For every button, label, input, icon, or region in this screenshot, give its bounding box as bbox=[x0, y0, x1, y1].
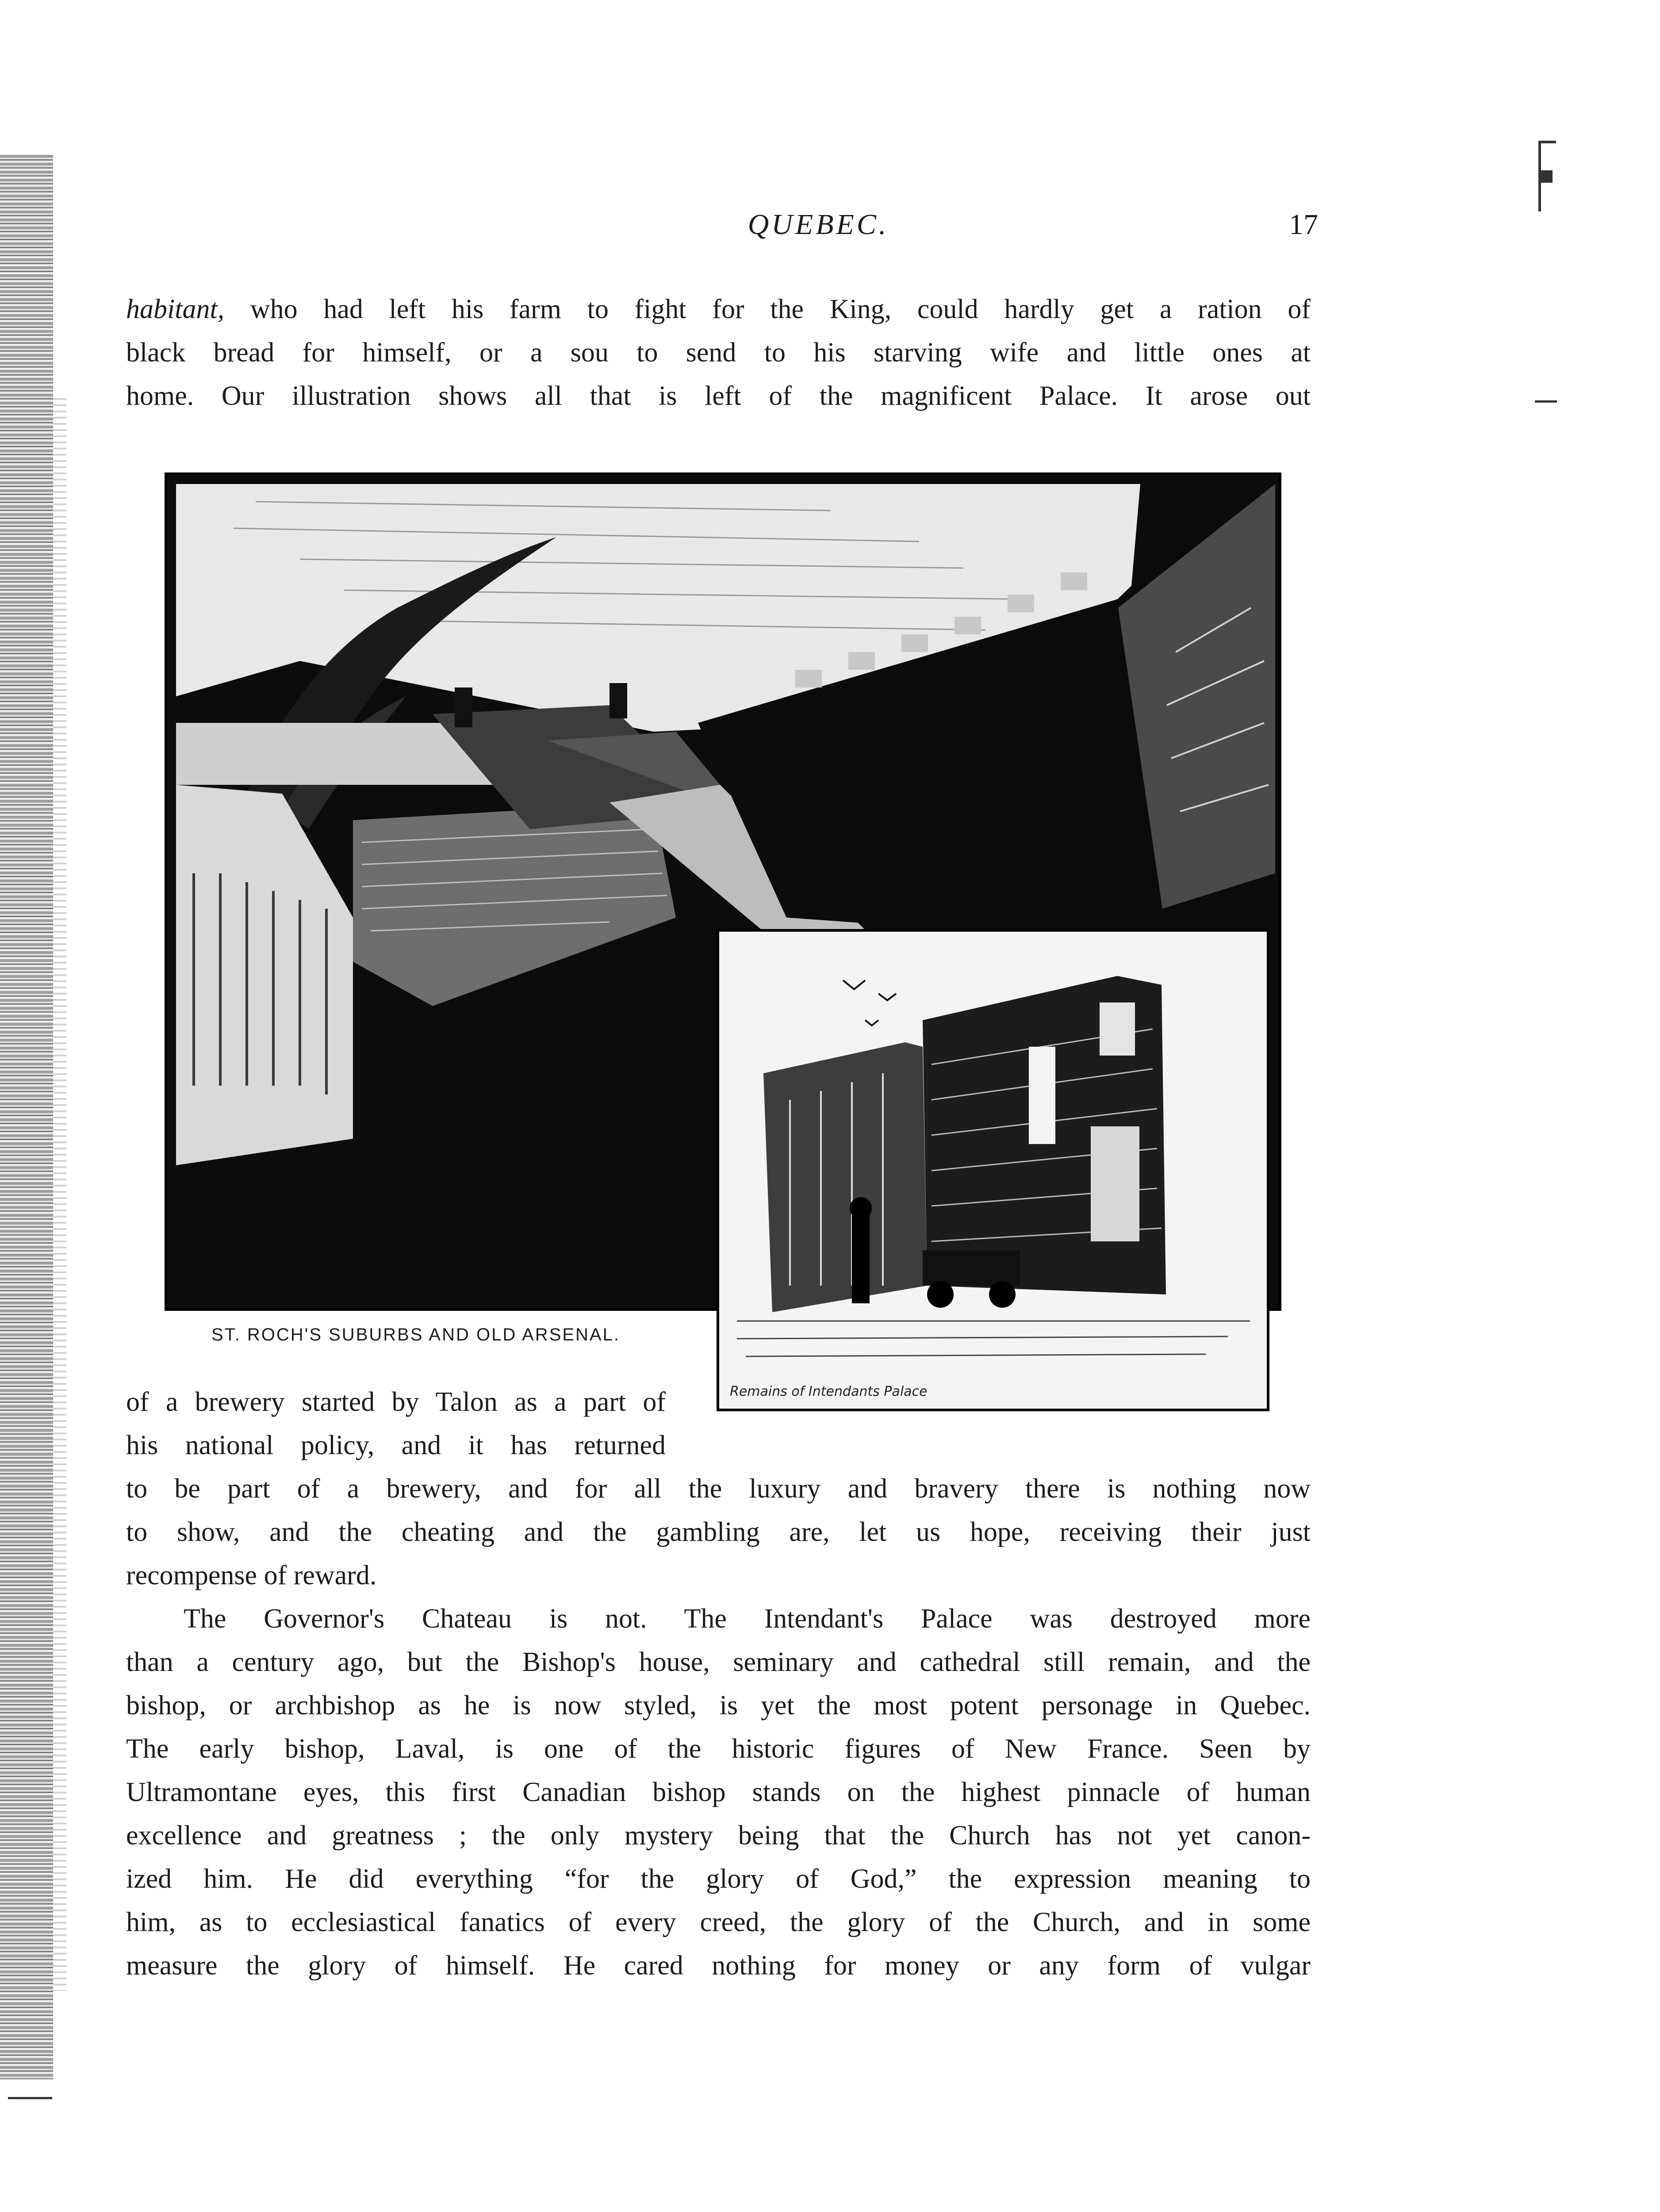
text-line: to be part of a brewery, and for all the luxury and bravery there is nothing now bbox=[126, 1474, 1311, 1504]
text-line: bishop, or archbishop as he is now styled, is yet the most potent personage in Quebec. bbox=[126, 1690, 1311, 1720]
text-line: home. Our illustration shows all that is left of the magnificent Palace. It arose out bbox=[126, 381, 1311, 411]
running-head: QUEBEC. bbox=[748, 208, 889, 241]
text-line: his national policy, and it has returned bbox=[126, 1430, 666, 1460]
paragraph-main bbox=[126, 1597, 1311, 1987]
text-line: ized him. He did everything “for the glory of God,” the expression meaning to bbox=[126, 1864, 1311, 1894]
text-line: habitant, who had left his farm to fight for the King, could hardly get a ration of bbox=[126, 294, 1311, 324]
text-line: Ultramontane eyes, this first Canadian bishop stands on the highest pinnacle of human bbox=[126, 1777, 1311, 1807]
text-line: than a century ago, but the Bishop's house, seminary and cathedral still remain, and the bbox=[126, 1647, 1311, 1677]
engraving-inset bbox=[719, 932, 1269, 1411]
text-line: to show, and the cheating and the gambling are, let us hope, receiving their just bbox=[126, 1517, 1311, 1547]
illustration-intendants-palace bbox=[717, 929, 1269, 1411]
paragraph-top bbox=[126, 288, 1311, 418]
italic-word: habitant, bbox=[126, 294, 225, 324]
inset-caption: Remains of Intendants Palace bbox=[730, 1384, 928, 1399]
binding-edge bbox=[0, 155, 53, 2079]
binding-shadow bbox=[53, 398, 66, 1991]
text-line: The early bishop, Laval, is one of the historic figures of New France. Seen by bbox=[126, 1734, 1311, 1764]
text-line: measure the glory of himself. He cared nothing for money or any form of vulgar bbox=[126, 1951, 1311, 1981]
margin-mark bbox=[1539, 170, 1553, 183]
text-line: of a brewery started by Talon as a part of bbox=[126, 1387, 666, 1417]
margin-mark bbox=[8, 2097, 52, 2099]
margin-mark bbox=[1538, 141, 1556, 143]
text-line: him, as to ecclesiastical fanatics of every creed, the glory of the Church, and in some bbox=[126, 1907, 1311, 1937]
figure-caption: ST. ROCH'S SUBURBS AND OLD ARSENAL. bbox=[211, 1325, 620, 1344]
text-line: recompense of reward. bbox=[126, 1560, 377, 1590]
paragraph-wrap bbox=[126, 1380, 1311, 1597]
margin-mark bbox=[1535, 400, 1557, 403]
page-number: 17 bbox=[1289, 208, 1318, 241]
text-line: excellence and greatness ; the only mystery being that the Church has not yet canon- bbox=[126, 1820, 1311, 1851]
text-line: black bread for himself, or a sou to send to his starving wife and little ones at bbox=[126, 338, 1311, 368]
text-line: The Governor's Chateau is not. The Intendant's Palace was destroyed more bbox=[184, 1604, 1311, 1634]
